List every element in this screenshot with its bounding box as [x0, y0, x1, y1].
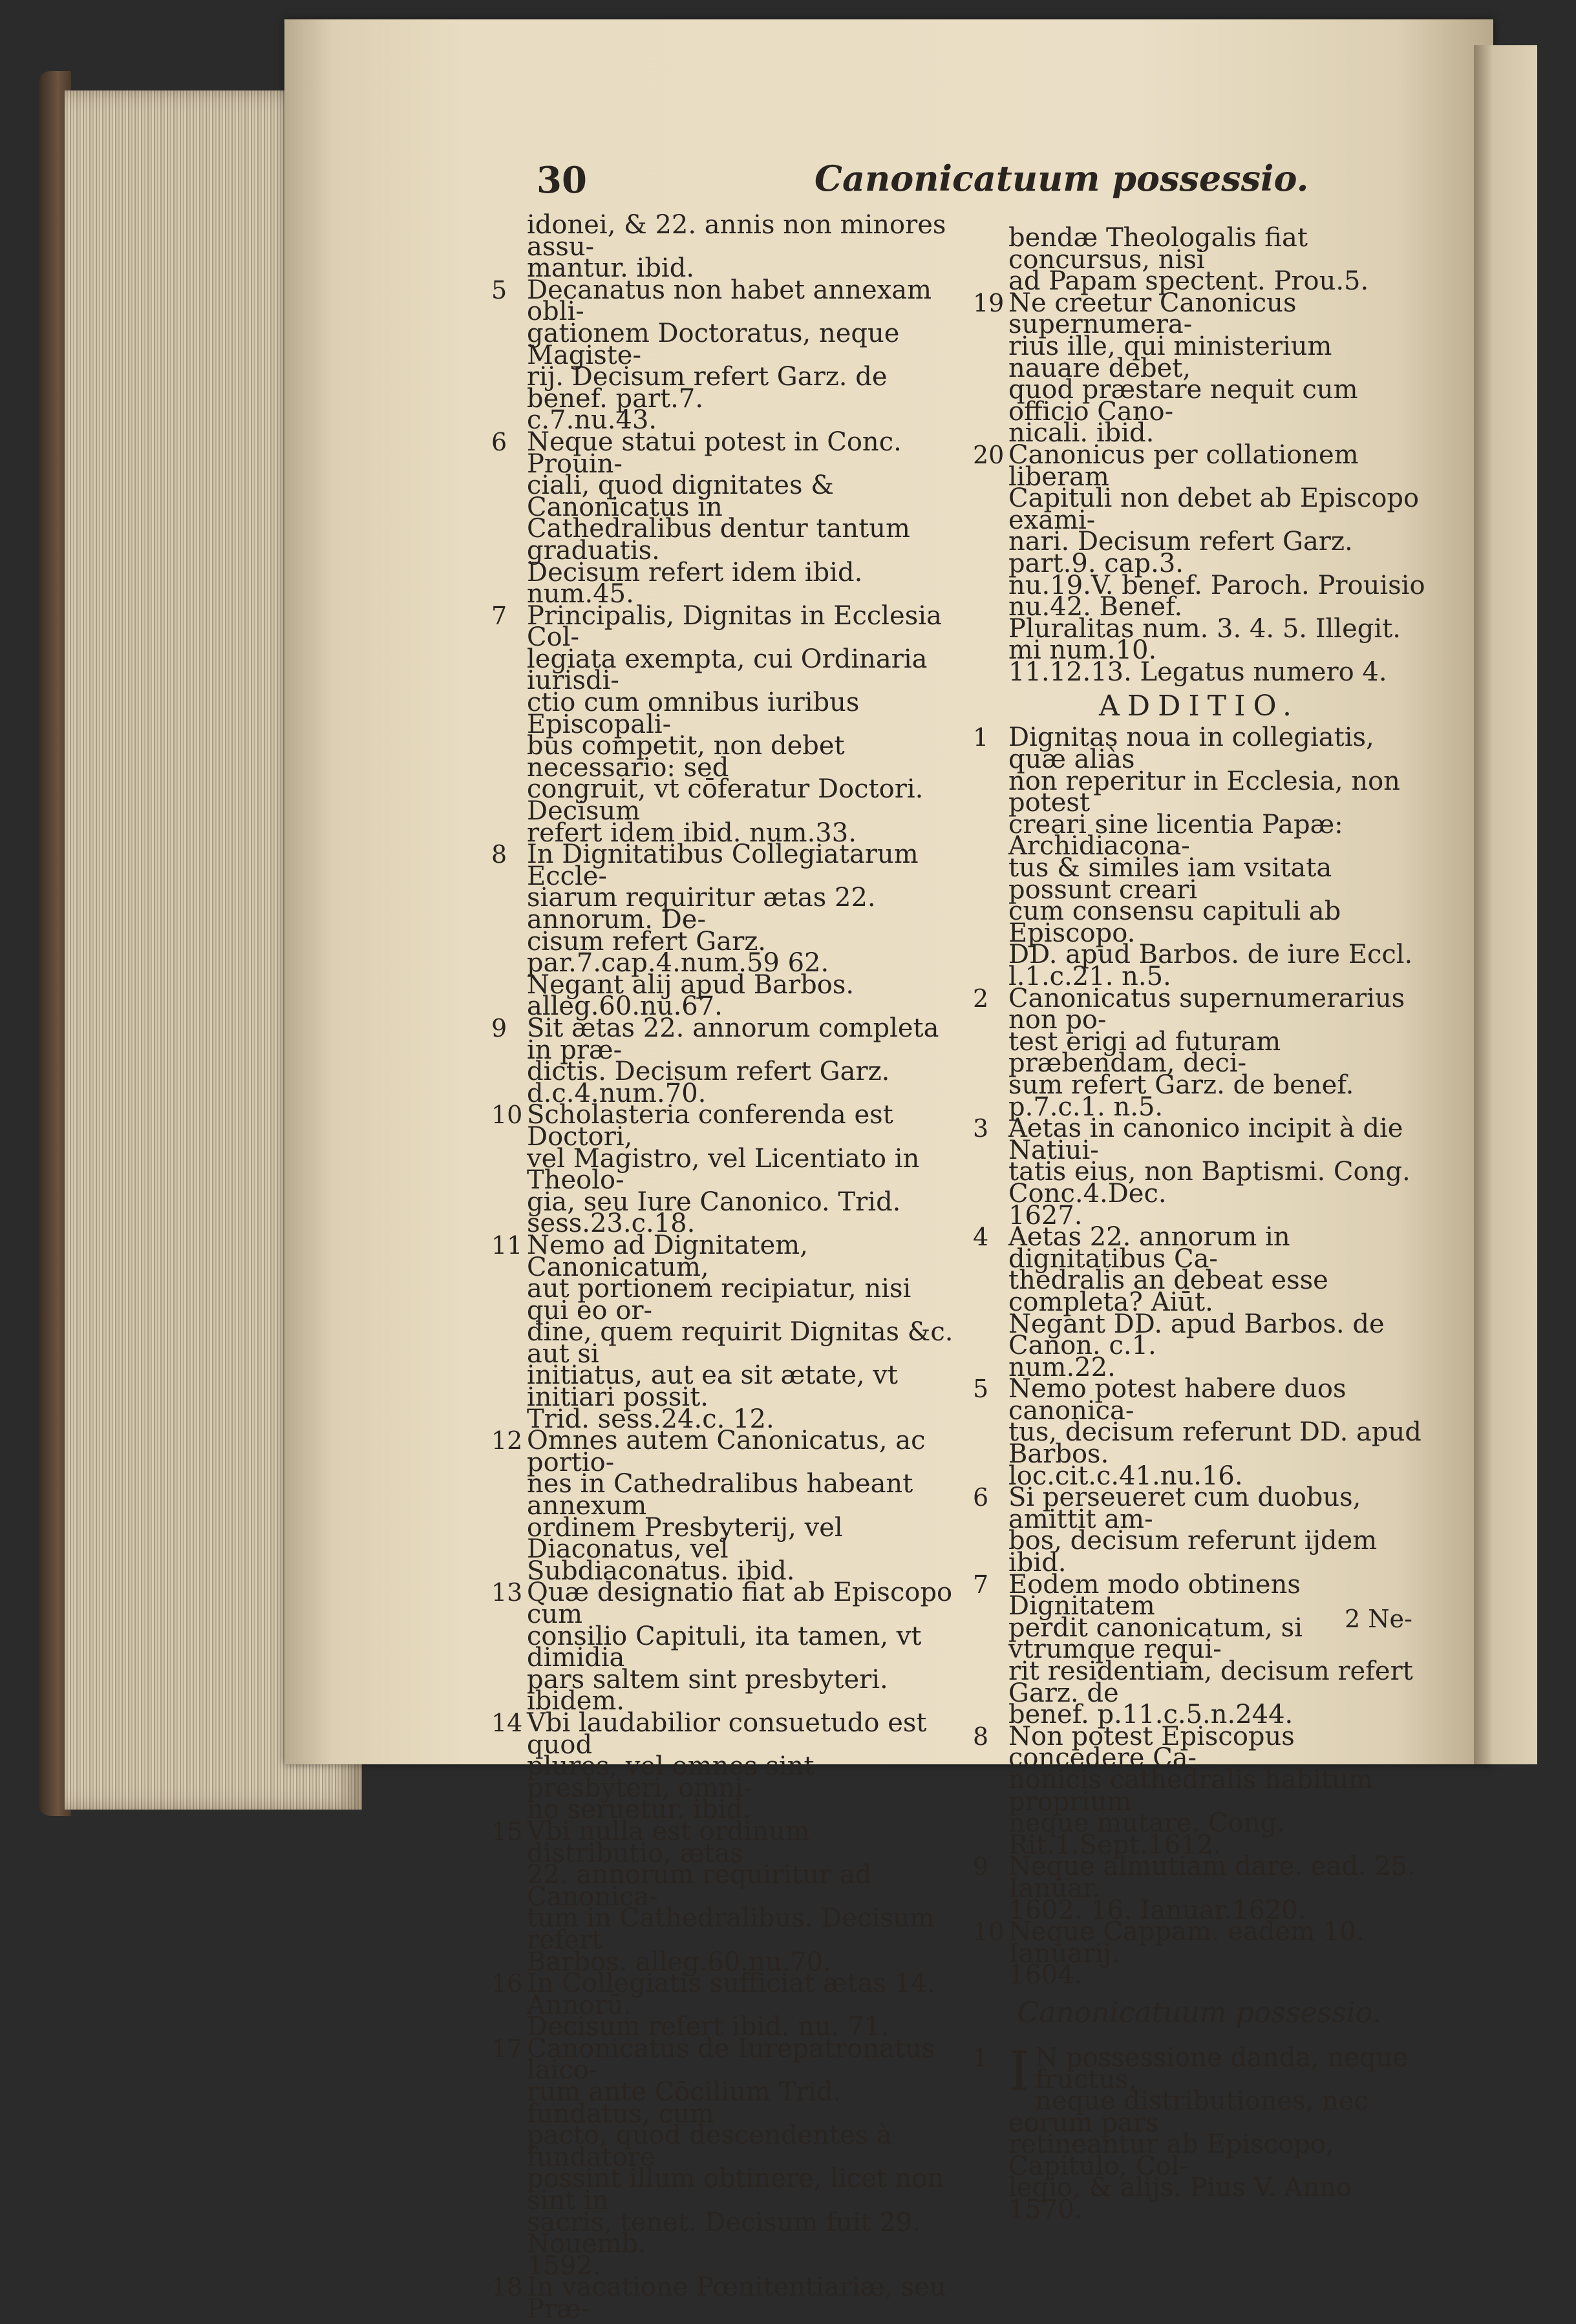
paragraph-text: In Dignitatibus Collegiatarum Eccle- siarum requiritur ætas 22. annorum. De- cisum refert Garz. par.7.cap.4.num.59 62. Negant alij apud Barbos. alleg.60.nu.67. [527, 840, 919, 1022]
paragraph-text: Scholasteria conferenda est Doctori, vel Magistro, vel Licentiato in Theolo- gia, seu Iure Canonico. Trid. sess.23.c.18. [527, 1100, 920, 1239]
paragraph-number: 17 [491, 2034, 523, 2063]
numbered-paragraph [491, 2272, 957, 2324]
paragraph-number: 16 [491, 1969, 523, 1998]
paragraph-text: Ne creetur Canonicus supernumera- rius ille, qui ministerium nauare debet, quod præstare nequit cum officio Cano- nicali. ibid. [1008, 288, 1358, 449]
paragraph-text: Canonicatus supernumerarius non po- test erigi ad futuram præbendam, deci- sum refert Garz. de benef. p.7.c.1. n.5. [1008, 983, 1405, 1122]
numbered-paragraph [973, 983, 1425, 1122]
paragraph-text: Eodem modo obtinens Dignitatem perdit canonicatum, si vtrumque requi- rit residentiam, decisum refert Garz. de benef. p.11.c.5.n.244. [1008, 1569, 1413, 1730]
paragraph-text: In Collegiatis sufficiat ætas 14. Annorū. Decisum refert ibid. nu. 71. [527, 1969, 936, 2042]
paragraph-number: 7 [491, 601, 507, 630]
numbered-paragraph [491, 1100, 957, 1239]
paragraph-text: N possessione danda, neque fructus, neque distributiones, nec eorum pars retineantur ab Episcopo, Capitulo, Col- legio, & alijs. Pius V. Anno 1570. [1008, 2042, 1408, 2225]
paragraph-number: 3 [973, 1114, 989, 1143]
left-column [491, 210, 957, 2324]
possessio-heading: Canonicatuum possessio. [1017, 1996, 1381, 2029]
numbered-paragraph [973, 1917, 1425, 1991]
paragraph-text: Vbi nulla est ordinum distributio, ætas 22. annorum requiritur ad Canonica- tum in Cathedralibus. Decisum refert Barbos. alleg.60.nu.70. [527, 1816, 935, 1977]
right-column-continuation: bendæ Theologalis fiat concursus, nisi ad Papam spectent. Prou.5. [1008, 223, 1369, 297]
additio-heading: ADDITIO. [1099, 690, 1299, 723]
numbered-paragraph [973, 2039, 1425, 2225]
paragraph-text: Neque Cappam. eadem 10. Ianuarij. 1604. [1008, 1917, 1365, 1991]
paragraph-text: Principalis, Dignitas in Ecclesia Col- legiata exempta, cui Ordinaria iurisdi- ctio cum omnibus iuribus Episcopali- bus competit, non debet necessario: sed congruit, vt cōferatur Doctori. Decisum refert idem ibid. num.33. [527, 600, 942, 848]
numbered-paragraph [973, 1721, 1425, 1860]
numbered-paragraph [491, 1230, 957, 1434]
numbered-paragraph [973, 439, 1425, 687]
paragraph-number: 2 [973, 984, 989, 1013]
paragraph-text: Canonicus per collationem liberam Capituli non debet ab Episcopo exami- nari. Decisum refert Garz. part.9. cap.3. nu.19.V. benef. Paroch. Prouisio nu.42. Benef. Pluralitas num. 3. 4. 5. Illegit. mi num.10. 11.12.13. Legatus numero 4. [1008, 439, 1425, 687]
paragraph-number: 5 [973, 1375, 989, 1404]
numbered-paragraph [491, 1013, 957, 1108]
paragraph-text: Neque almutiam dare. ead. 25. Ianuar. 1602. 16. Ianuar.1620. [1008, 1852, 1416, 1925]
paragraph-number: 9 [491, 1013, 507, 1042]
left-column-continuation: idonei, & 22. annis non minores assu- mantur. ibid. [527, 210, 946, 284]
page-header [537, 155, 1442, 207]
paragraph-text: Dignitas noua in collegiatis, quæ aliàs non reperitur in Ecclesia, non potest creari sine licentia Papæ: Archidiacona- tus & similes iam vsitata possunt creari cum consensu capituli ab Episcopo. DD. apud Barbos. de iure Eccl. l.1.c.21. n.5. [1008, 723, 1413, 991]
paragraph-number: 14 [491, 1708, 523, 1737]
paragraph-text: In vacatione Pœnitentiariæ, seu Præ- [527, 2272, 946, 2324]
paragraph-number: 1 [973, 2043, 989, 2072]
paragraph-number: 9 [973, 1852, 989, 1881]
paragraph-text: Non potest Episcopus concedere Ca- nonicis cathedralis habitum proprium neque mutare. Cong. Rit.1.Sept.1612. [1008, 1721, 1373, 1860]
numbered-paragraph [973, 1483, 1425, 1578]
numbered-paragraph [491, 1707, 957, 1825]
paragraph-text: Sit ætas 22. annorum completa in præ- dictis. Decisum refert Garz. d.c.4.num.70. [527, 1013, 939, 1108]
paragraph-number: 8 [491, 840, 507, 869]
paragraph-text: Decanatus non habet annexam obli- gationem Doctoratus, neque Magiste- rij. Decisum refert Garz. de benef. part.7. c.7.nu.43. [527, 275, 932, 436]
numbered-paragraph [491, 1969, 957, 2042]
paragraph-number: 11 [491, 1231, 523, 1260]
paragraph-text: Quæ designatio fiat ab Episcopo cum consilio Capituli, ita tamen, vt dimidia pars saltem sint presbyteri. ibidem. [527, 1578, 953, 1717]
paragraph-text: Nemo potest habere duos canonica- tus, decisum referunt DD. apud Barbos. loc.cit.c.41.nu.16. [1008, 1374, 1422, 1491]
paragraph-number: 7 [973, 1570, 989, 1599]
numbered-paragraph [491, 1578, 957, 1717]
paragraph-text: Vbi laudabilior consuetudo est quod plures, vel omnes sint presbyteri, omni- no seruetur. ibid. [527, 1707, 927, 1825]
numbered-paragraph [491, 600, 957, 848]
paragraph-number: 20 [973, 440, 1005, 469]
paragraph-text: Omnes autem Canonicatus, ac portio- nes in Cathedralibus habeant annexum ordinem Presbyterij, vel Diaconatus, vel Subdiaconatus. ibid. [527, 1426, 926, 1586]
running-title: Canonicatuum possessio. [815, 158, 1309, 199]
numbered-paragraph [973, 723, 1425, 991]
paragraph-text: Canonicatus de Iurepatronatus laico- rum ante Cōcilium Trid. fundatus, cum pacto, quod descendentes à fundatore possint illum obtinere, licet non sint in sacris, tenet. Decisum fuit 29. Nouemb. 1592. [527, 2033, 944, 2281]
page-number: 30 [537, 159, 587, 202]
numbered-paragraph [491, 2033, 957, 2281]
numbered-paragraph [973, 1374, 1425, 1491]
numbered-paragraph [491, 427, 957, 609]
numbered-paragraph [491, 1426, 957, 1586]
paragraph-number: 4 [973, 1223, 989, 1252]
paragraph-text: Aetas in canonico incipit à die Natiui- tatis eius, non Baptismi. Cong. Conc.4.Dec. 1627. [1008, 1114, 1411, 1231]
catchword: 2 Ne- [1345, 1605, 1412, 1633]
facing-page-edge [1474, 45, 1537, 1764]
paragraph-text: Neque statui potest in Conc. Prouin- ciali, quod dignitates & Canonicatus in Cathedralibus dentur tantum graduatis. Decisum refert idem ibid. num.45. [527, 427, 910, 609]
paragraph-number: 10 [973, 1917, 1005, 1947]
paragraph-number: 18 [491, 2273, 523, 2302]
paragraph-text: Si perseueret cum duobus, amittit am- bos, decisum referunt ijdem ibid. [1008, 1483, 1378, 1578]
paragraph-number: 5 [491, 275, 507, 304]
paragraph-number: 15 [491, 1817, 523, 1846]
paragraph-number: 10 [491, 1101, 523, 1130]
numbered-paragraph [491, 275, 957, 436]
numbered-paragraph [973, 1569, 1425, 1730]
numbered-paragraph [973, 1114, 1425, 1231]
numbered-paragraph [491, 1816, 957, 1977]
possessio-paragraphs [973, 2039, 1425, 2225]
paragraph-text: Nemo ad Dignitatem, Canonicatum, aut portionem recipiatur, nisi qui eo or- dine, quem requirit Dignitas &c. aut si initiatus, aut ea sit ætate, vt initiari possit. Trid. sess.24.c. 12. [527, 1230, 953, 1434]
drop-cap: I [1008, 2039, 1030, 2103]
paragraph-number: 8 [973, 1722, 989, 1751]
left-column-paragraphs [491, 275, 957, 2324]
numbered-paragraph [973, 288, 1425, 449]
right-column-paragraphs [973, 288, 1425, 687]
paragraph-text: Aetas 22. annorum in dignitatibus Ca- thedralis an debeat esse completa? Aiūt. Negant DD. apud Barbos. de Canon. c.1. num.22. [1008, 1222, 1385, 1382]
numbered-paragraph [973, 1222, 1425, 1382]
paragraph-number: 1 [973, 723, 989, 752]
paragraph-number: 13 [491, 1578, 523, 1607]
additio-paragraphs [973, 723, 1425, 1991]
paragraph-number: 6 [973, 1483, 989, 1512]
paragraph-number: 6 [491, 427, 507, 456]
paragraph-number: 19 [973, 288, 1005, 317]
numbered-paragraph [491, 840, 957, 1022]
numbered-paragraph [973, 1852, 1425, 1925]
paragraph-number: 12 [491, 1426, 523, 1455]
right-column [973, 223, 1425, 2225]
